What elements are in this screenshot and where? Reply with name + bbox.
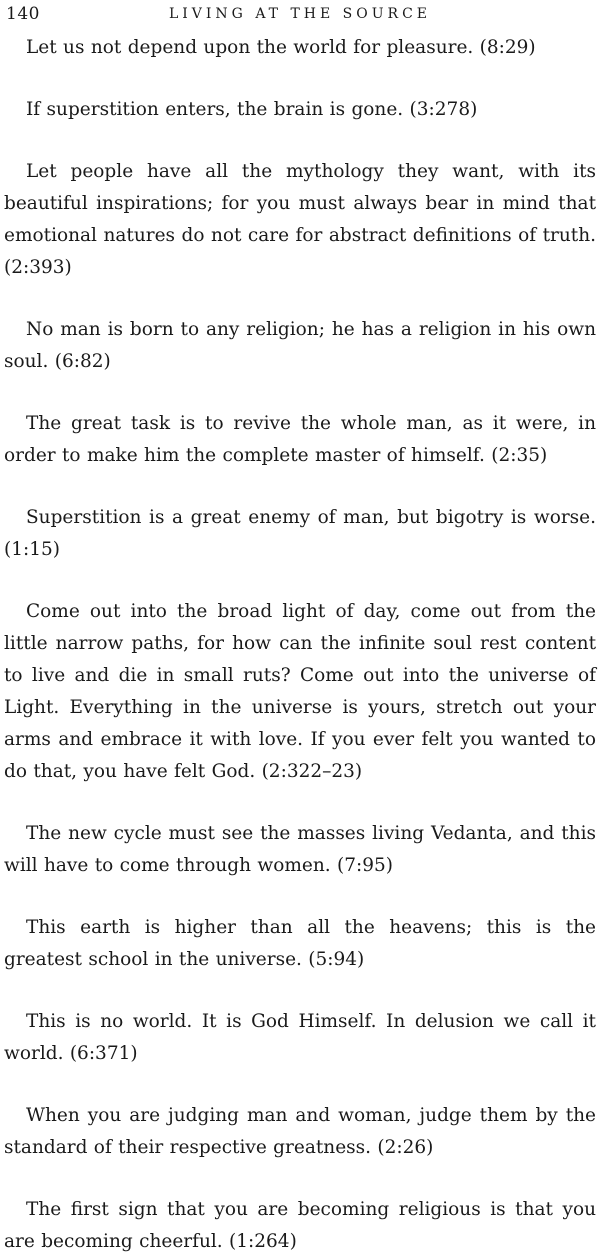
quote-paragraph: The first sign that you are becoming religious is that you are becoming cheerful. (1:264) (4, 1199, 596, 1252)
quote-paragraph: No man is born to any religion; he has a religion in his own soul. (6:82) (4, 319, 596, 372)
quote-paragraph: Let us not depend upon the world for pleasure. (8:29) (26, 37, 536, 58)
quote-paragraph: Superstition is a great enemy of man, but bigotry is worse. (1:15) (4, 507, 596, 560)
quote-list (4, 32, 596, 1258)
quote-paragraph: Come out into the broad light of day, come out from the little narrow paths, for how can the infinite soul rest content to live and die in small ruts? Come out into the universe of Light. Everything in the universe is yours, stretch out your arms and embrace it with love. If you ever felt you wanted to do that, you have felt God. (2:322–23) (4, 601, 596, 782)
quote-paragraph: The new cycle must see the masses living Vedanta, and this will have to come through women. (7:95) (4, 823, 596, 876)
running-head (6, 4, 594, 26)
quote-paragraph: When you are judging man and woman, judge them by the standard of their respective greatness. (2:26) (4, 1105, 596, 1158)
page-number: 140 (6, 4, 40, 24)
running-title: LIVING AT THE SOURCE (168, 6, 432, 22)
quote-paragraph: This is no world. It is God Himself. In delusion we call it world. (6:371) (4, 1011, 596, 1064)
quote-paragraph: If superstition enters, the brain is gone. (3:278) (26, 99, 478, 120)
quote-paragraph: The great task is to revive the whole man, as it were, in order to make him the complete master of himself. (2:35) (4, 413, 596, 466)
quote-paragraph: This earth is higher than all the heavens; this is the greatest school in the universe. (5:94) (4, 917, 596, 970)
quote-paragraph: Let people have all the mythology they want, with its beautiful inspirations; for you must always bear in mind that emotional natures do not care for abstract definitions of truth. (2:393) (4, 161, 596, 278)
